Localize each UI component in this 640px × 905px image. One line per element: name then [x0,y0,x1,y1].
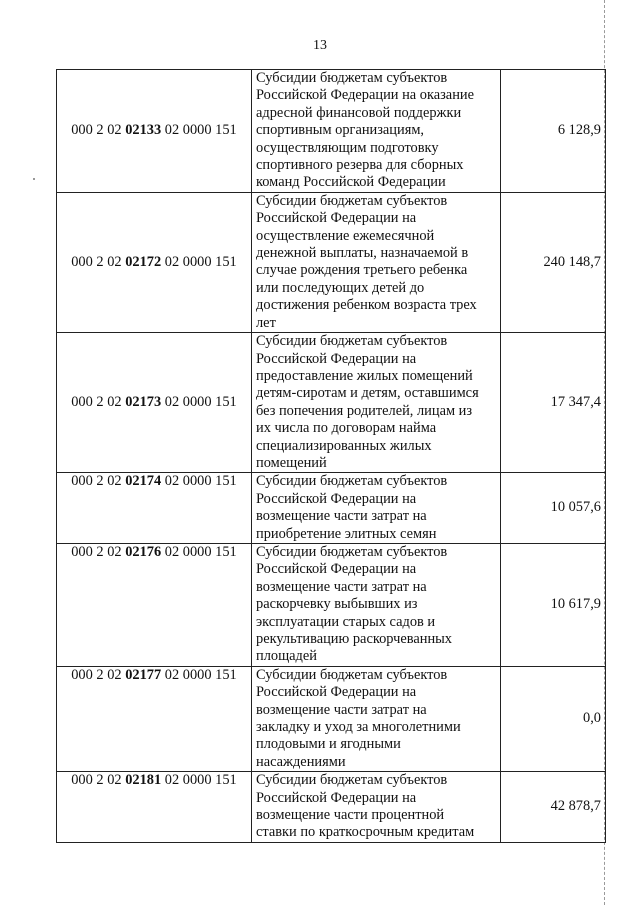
description-line: осуществление ежемесячной [256,227,435,244]
budget-code-main: 02174 [125,473,162,490]
budget-code-cell [57,473,252,544]
description-line: денежной выплаты, назначаемой в [256,245,469,262]
description-line: спортивным организациям, [256,122,425,139]
amount-cell: 240 148,7 [501,192,606,332]
description-cell [252,666,501,771]
description-line: Субсидии бюджетам субъектов [256,772,448,789]
budget-code-prefix: 000 2 02 [71,666,126,683]
description-line: спортивного резерва для сборных [256,157,464,174]
description-line: детям-сиротам и детям, оставшимся [256,385,479,402]
budget-code-main: 02172 [125,253,162,270]
budget-code-prefix: 000 2 02 [71,473,126,490]
description-line: закладку и уход за многолетними [256,719,461,736]
description-line: Российской Федерации на [256,684,417,701]
description-line: Российской Федерации на оказание [256,87,474,104]
page-number: 13 [313,38,327,53]
budget-code-prefix: 000 2 02 [71,122,126,139]
budget-code-cell [57,772,252,843]
description-line: возмещение части процентной [256,807,445,824]
description-line: площадей [256,648,317,665]
budget-code-main: 02173 [125,394,162,411]
budget-code-prefix: 000 2 02 [71,543,126,560]
description-line: Субсидии бюджетам субъектов [256,543,448,560]
budget-code-cell [57,333,252,473]
amount-cell: 10 617,9 [501,543,606,666]
description-line: Субсидии бюджетам субъектов [256,192,448,209]
budget-subsidies-table [56,69,606,843]
description-cell [252,333,501,473]
budget-code-suffix: 02 0000 151 [161,122,237,139]
budget-code-cell [57,192,252,332]
description-line: Субсидии бюджетам субъектов [256,333,448,350]
description-line: случае рождения третьего ребенка [256,262,468,279]
description-line: Российской Федерации на [256,789,417,806]
amount-cell: 10 057,6 [501,473,606,544]
table-row [57,192,606,332]
description-cell [252,70,501,193]
budget-code-suffix: 02 0000 151 [161,772,237,789]
table-row [57,333,606,473]
description-line: предоставление жилых помещений [256,367,473,384]
budget-code-cell [57,70,252,193]
budget-code-cell [57,666,252,771]
description-line: достижения ребенком возраста трех [256,297,477,314]
description-line: Субсидии бюджетам субъектов [256,70,448,86]
description-line: адресной финансовой поддержки [256,104,462,121]
description-line: или последующих детей до [256,279,425,296]
description-line: насаждениями [256,753,346,770]
description-cell [252,192,501,332]
budget-code-suffix: 02 0000 151 [161,394,237,411]
table-body [57,70,606,843]
description-line: рекультивацию раскорчеванных [256,631,453,647]
amount-cell: 17 347,4 [501,333,606,473]
table-row [57,543,606,666]
budget-code-main: 02177 [125,666,162,683]
table-row [57,473,606,544]
description-line: помещений [256,454,327,471]
budget-code-suffix: 02 0000 151 [161,473,237,490]
description-line: Российской Федерации на [256,350,417,367]
description-line: без попечения родителей, лицам из [256,402,473,419]
budget-code-prefix: 000 2 02 [71,394,126,411]
table-row [57,70,606,193]
budget-code-prefix: 000 2 02 [71,772,126,789]
budget-code-prefix: 000 2 02 [71,253,126,270]
scan-speck [33,178,35,180]
description-line: раскорчевку выбывших из [256,596,418,613]
description-line: приобретение элитных семян [256,525,437,542]
budget-code-main: 02176 [125,543,162,560]
description-cell [252,772,501,843]
description-line: возмещение части затрат на [256,578,427,595]
description-line: Российской Федерации на [256,210,417,227]
description-line: эксплуатации старых садов и [256,613,436,630]
table-row [57,666,606,771]
description-line: Российской Федерации на [256,490,417,507]
description-line: их числа по договорам найма [256,420,437,437]
description-line: лет [256,314,276,331]
amount-cell: 42 878,7 [501,772,606,843]
description-line: Субсидии бюджетам субъектов [256,666,448,683]
description-line: Субсидии бюджетам субъектов [256,473,448,490]
table-row [57,772,606,843]
description-cell [252,473,501,544]
budget-code-main: 02181 [125,772,162,789]
budget-code-suffix: 02 0000 151 [161,666,237,683]
description-line: специализированных жилых [256,437,432,454]
description-line: плодовыми и ягодными [256,736,401,753]
description-line: Российской Федерации на [256,561,417,578]
description-line: осуществляющим подготовку [256,139,439,156]
amount-cell: 6 128,9 [501,70,606,193]
budget-code-suffix: 02 0000 151 [161,543,237,560]
budget-code-suffix: 02 0000 151 [161,253,237,270]
description-line: команд Российской Федерации [256,174,446,191]
description-cell [252,543,501,666]
description-line: возмещение части затрат на [256,701,427,718]
budget-code-main: 02133 [125,122,162,139]
description-line: ставки по краткосрочным кредитам [256,824,475,841]
budget-code-cell [57,543,252,666]
description-line: возмещение части затрат на [256,508,427,525]
amount-cell: 0,0 [501,666,606,771]
